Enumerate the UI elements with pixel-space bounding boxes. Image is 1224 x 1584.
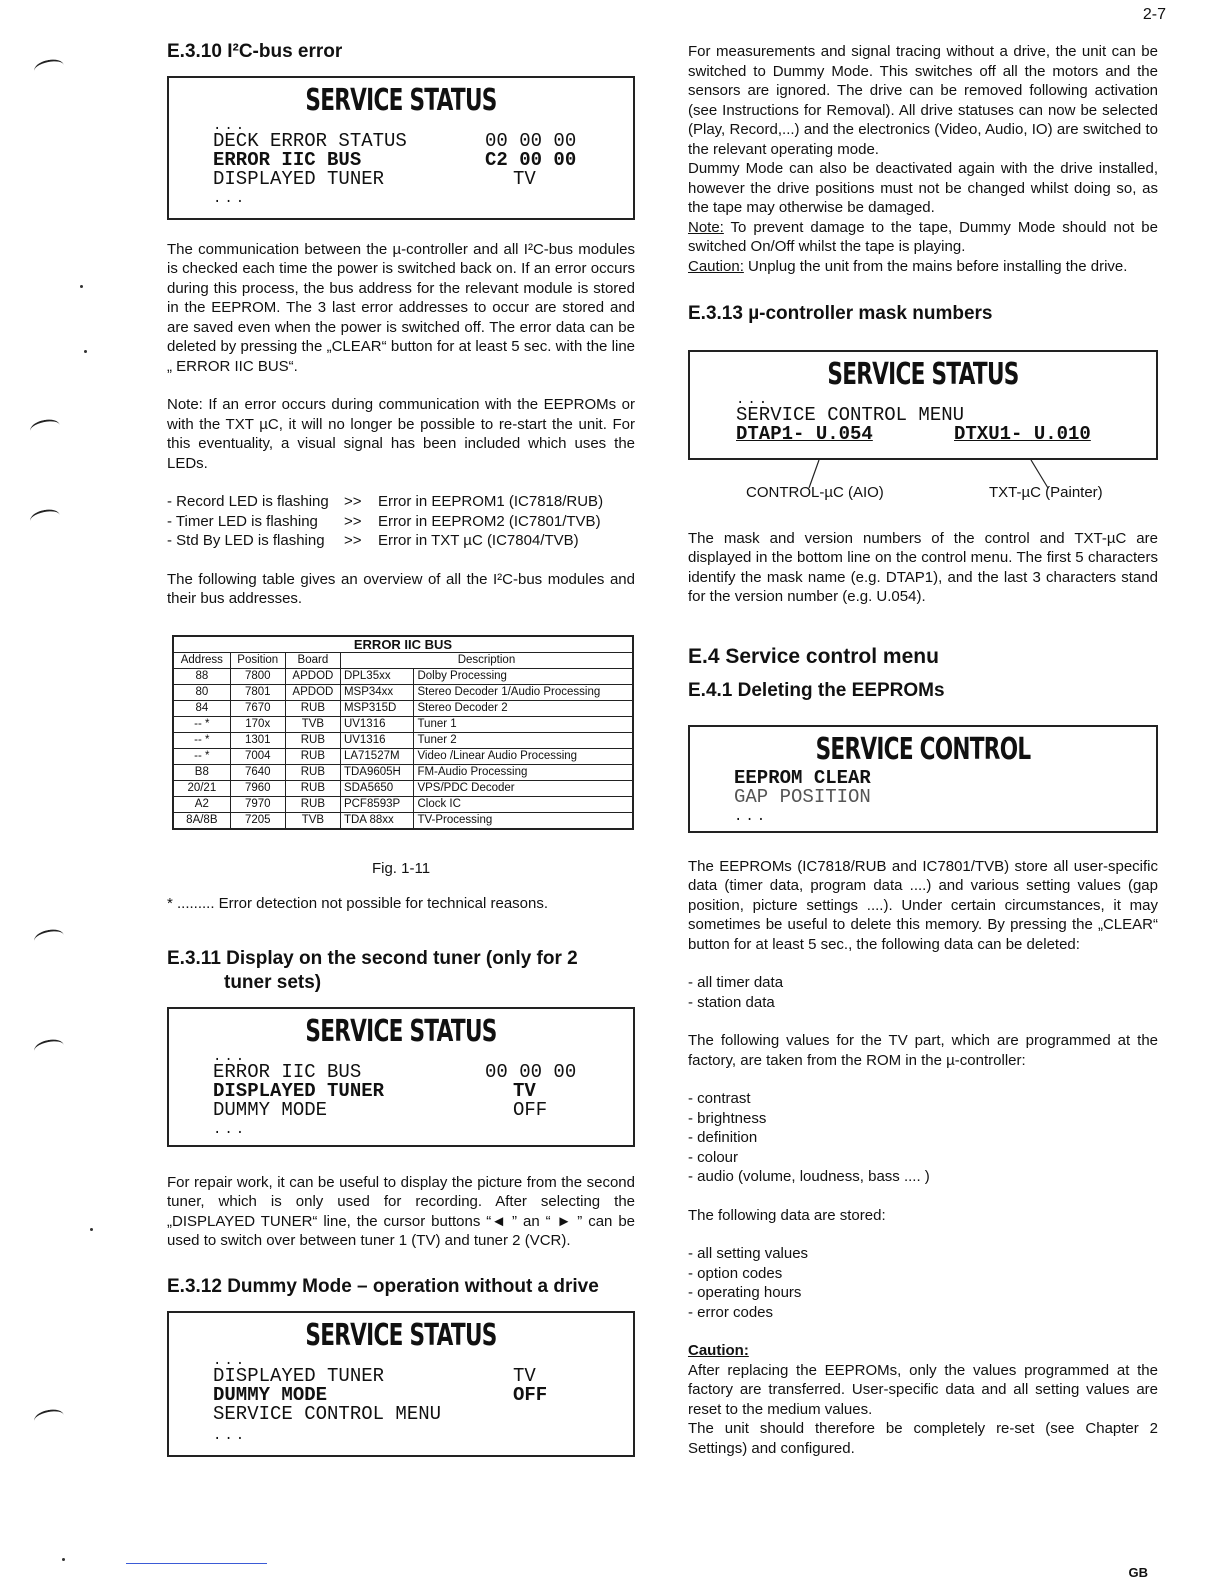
table-row (173, 764, 633, 780)
table-cell: -- * (173, 748, 230, 764)
table-cell: 170x (230, 716, 285, 732)
table-cell: RUB (285, 796, 340, 812)
row-label: DISPLAYED TUNER (213, 1364, 385, 1387)
factory-values-list (688, 1089, 1158, 1187)
table-cell: 80 (173, 684, 230, 700)
table-cell: VPS/PDC Decoder (414, 780, 633, 796)
hole-punch-mark (33, 57, 66, 79)
table-row (173, 732, 633, 748)
row-value: 00 00 00 (485, 1060, 577, 1083)
arrow: >> (344, 532, 362, 550)
hole-punch-mark (33, 1407, 66, 1429)
table-cell: FM-Audio Processing (414, 764, 633, 780)
row-label: DISPLAYED TUNER (213, 1079, 385, 1102)
row-value: TV (513, 167, 536, 190)
screen-row-selected: EEPROM CLEAR (734, 766, 871, 789)
screen-title: SERVICE STATUS (305, 1317, 497, 1353)
left-column (167, 36, 635, 1457)
table-cell: RUB (285, 732, 340, 748)
table-cell: UV1316 (340, 716, 414, 732)
screen-row-selected (213, 1079, 633, 1102)
table-cell: APDOD (285, 684, 340, 700)
row-label: DECK ERROR STATUS (213, 129, 407, 152)
hole-punch-mark (33, 1037, 66, 1059)
error-iic-bus-table (172, 635, 634, 830)
table-cell: 7801 (230, 684, 285, 700)
heading-line: tuner sets) (224, 972, 322, 993)
note-text: To prevent damage to the tape, Dummy Mode should not be switched On/Off whilst the tape is playing. (688, 218, 1158, 255)
table-cell: Video /Linear Audio Processing (414, 748, 633, 764)
table-cell: RUB (285, 748, 340, 764)
service-status-screen-e311 (167, 1007, 635, 1147)
screen-ellipsis: ... (213, 1427, 248, 1444)
table-cell: TDA 88xx (340, 812, 414, 829)
table-body (173, 668, 633, 829)
row-value: TV (513, 1079, 536, 1102)
screen-row-selected (213, 1383, 633, 1406)
table-cell: Tuner 2 (414, 732, 633, 748)
right-column (688, 42, 1158, 1458)
led-error: Error in EEPROM2 (IC7801/TVB) (378, 512, 601, 530)
hole-punch-mark (33, 927, 66, 949)
language-code: GB (1128, 1565, 1148, 1580)
column-header: Board (285, 652, 340, 668)
table-cell: RUB (285, 764, 340, 780)
note-label: Note: (688, 218, 724, 236)
footnote: * ......... Error detection not possible for technical reasons. (167, 894, 549, 912)
led-row (167, 512, 635, 532)
service-control-screen (688, 725, 1158, 833)
service-status-screen-e313 (688, 350, 1158, 460)
screen-row: GAP POSITION (734, 785, 871, 808)
row-value: OFF (513, 1383, 548, 1406)
table-cell: 7640 (230, 764, 285, 780)
table-cell: TVB (285, 812, 340, 829)
table-cell: 7004 (230, 748, 285, 764)
mask-labels (688, 484, 1158, 501)
list-item: - operating hours (688, 1284, 802, 1301)
row-value: TV (513, 1364, 536, 1387)
service-status-screen-e312 (167, 1311, 635, 1457)
section-heading-e310: E.3.10 I²C-bus error (167, 41, 343, 62)
table-row (173, 700, 633, 716)
table-cell: 88 (173, 668, 230, 684)
table-cell: MSP34xx (340, 684, 414, 700)
label-control-uc: CONTROL-µC (AIO) (746, 483, 884, 501)
table-cell: APDOD (285, 668, 340, 684)
screen-title: SERVICE STATUS (305, 1013, 497, 1049)
led-name: - Std By LED is flashing (167, 532, 325, 550)
led-error: Error in EEPROM1 (IC7818/RUB) (378, 493, 604, 511)
mask-control: DTAP1- U.054 (736, 422, 873, 445)
scan-speck (62, 1558, 65, 1561)
list-item: - all setting values (688, 1245, 809, 1262)
table-cell: Tuner 1 (414, 716, 633, 732)
table-cell: PCF8593P (340, 796, 414, 812)
table-row (173, 684, 633, 700)
table-cell: Dolby Processing (414, 668, 633, 684)
led-name: - Timer LED is flashing (167, 512, 318, 530)
table-cell: TV-Processing (414, 812, 633, 829)
row-label: SERVICE CONTROL MENU (213, 1402, 442, 1425)
screen-row (213, 1060, 633, 1083)
table-cell: LA71527M (340, 748, 414, 764)
led-row (167, 492, 635, 512)
table-cell: 1301 (230, 732, 285, 748)
label-txt-uc: TXT-µC (Painter) (989, 483, 1103, 501)
list-item: - contrast (688, 1090, 751, 1107)
screen-ellipsis: ... (213, 1121, 248, 1138)
led-name: - Record LED is flashing (167, 493, 329, 511)
list-item: - all timer data (688, 974, 784, 991)
table-cell: -- * (173, 716, 230, 732)
table-row (173, 748, 633, 764)
scan-speck (90, 1228, 93, 1231)
column-header: Address (173, 652, 230, 668)
list-item: - colour (688, 1148, 739, 1166)
arrow: >> (344, 493, 362, 511)
list-item: - error codes (688, 1303, 774, 1321)
table-cell: A2 (173, 796, 230, 812)
row-label: DUMMY MODE (213, 1383, 328, 1406)
table-row (173, 812, 633, 829)
footer-rule (126, 1563, 267, 1564)
table-cell: 7800 (230, 668, 285, 684)
table-cell: Stereo Decoder 1/Audio Processing (414, 684, 633, 700)
section-heading-e312: E.3.12 Dummy Mode – operation without a drive (167, 1275, 599, 1297)
section-heading-e41: E.4.1 Deleting the EEPROMs (688, 679, 945, 701)
section-heading-e311 (167, 947, 635, 995)
table-cell: UV1316 (340, 732, 414, 748)
list-item: - option codes (688, 1264, 783, 1282)
screen-ellipsis: ... (213, 1352, 248, 1369)
table-cell: 7670 (230, 700, 285, 716)
led-error-list (167, 492, 635, 551)
screen-title: SERVICE CONTROL (815, 731, 1031, 767)
row-value: 00 00 00 (485, 129, 577, 152)
paragraph: After replacing the EEPROMs, only the values programmed at the factory are transferred. User-specific data and all setting values are reset to the medium values. (688, 1361, 1158, 1418)
row-label: DUMMY MODE (213, 1098, 328, 1121)
scan-speck (84, 350, 87, 353)
screen-ellipsis: ... (734, 808, 769, 825)
arrow: >> (344, 512, 362, 530)
table-cell: Stereo Decoder 2 (414, 700, 633, 716)
service-status-screen-e310 (167, 76, 635, 220)
paragraph: The mask and version numbers of the control and TXT-µC are displayed in the bottom line on the control menu. The first 5 characters identify the mask name (e.g. DTAP1), and the last 3 characters stand for the version number (e.g. U.054). (688, 529, 1158, 606)
table-cell: MSP315D (340, 700, 414, 716)
table-cell: TVB (285, 716, 340, 732)
paragraph: The following values for the TV part, which are programmed at the factory, are taken from the ROM in the µ-controller: (688, 1032, 1158, 1069)
list-item: - audio (volume, loudness, bass .... ) (688, 1168, 930, 1185)
paragraph: For repair work, it can be useful to display the picture from the second tuner, which is only used for recording. After selecting the „DISPLAYED TUNER“ line, the cursor buttons “◄ ” an “ ► ” can be used to switch over between tuner 1 (TV) and tuner 2 (VCR). (167, 1173, 635, 1250)
mask-number-row (736, 422, 1156, 445)
section-heading-e4: E.4 Service control menu (688, 644, 939, 668)
paragraph: For measurements and signal tracing without a drive, the unit can be switched to Dummy Mode. This switches off all the motors and the sensors are ignored. The drive can be removed following activation (see Instructions for Removal). All drive statuses can now be selected (Play, Record,...) and the electronics (Video, Audio, IO) are switched to the relevant operating mode. (688, 43, 1158, 158)
table-cell: 8A/8B (173, 812, 230, 829)
delete-list (688, 973, 1158, 1012)
row-value: OFF (513, 1098, 548, 1121)
paragraph: The following table gives an overview of all the I²C-bus modules and their bus addresses. (167, 570, 635, 608)
hole-punch-mark (29, 507, 62, 529)
table-cell: RUB (285, 780, 340, 796)
screen-row: SERVICE CONTROL MENU (736, 403, 965, 426)
table-row (173, 780, 633, 796)
section-heading-e313: E.3.13 µ-controller mask numbers (688, 303, 993, 324)
table-cell: 7970 (230, 796, 285, 812)
screen-row (213, 1364, 633, 1387)
table-cell: 7960 (230, 780, 285, 796)
note (688, 218, 1158, 257)
table-cell: 84 (173, 700, 230, 716)
screen-row-selected (213, 148, 633, 171)
table-row (173, 796, 633, 812)
figure-caption: Fig. 1-11 (371, 859, 431, 877)
row-value: C2 00 00 (485, 148, 577, 171)
table-cell: B8 (173, 764, 230, 780)
paragraph: The EEPROMs (IC7818/RUB and IC7801/TVB) store all user-specific data (timer data, program data ....) and various setting values (gap position, picture settings ....). Under certain circumstances, it may sometimes be useful to delete this memory. By pressing the „CLEAR“ button for at least 5 sec., the following data can be deleted: (688, 857, 1158, 953)
paragraph: Note: If an error occurs during communication with the EEPROMs or with the TXT µC, it will no longer be possible to re-start the unit. For this eventuality, a visual signal has been included which uses the LEDs. (167, 396, 635, 472)
screen-ellipsis: ... (213, 117, 248, 134)
paragraph: The unit should therefore be completely re-set (see Chapter 2 Settings) and configured. (688, 1420, 1158, 1457)
caution-label: Caution: (688, 257, 744, 275)
column-header: Description (340, 652, 633, 668)
table-cell: RUB (285, 700, 340, 716)
column-header: Position (230, 652, 285, 668)
paragraph: The following data are stored: (688, 1206, 886, 1224)
page-number: 2-7 (1142, 6, 1166, 23)
table-row (173, 668, 633, 684)
caution-heading: Caution: (688, 1342, 749, 1359)
screen-title: SERVICE STATUS (827, 356, 1019, 392)
table-cell: TDA9605H (340, 764, 414, 780)
hole-punch-mark (29, 417, 62, 439)
screen-ellipsis: ... (213, 190, 248, 207)
heading-line: E.3.11 Display on the second tuner (only for 2 (167, 948, 578, 970)
paragraph: Dummy Mode can also be deactivated again with the drive installed, however the drive positions must not be changed whilst doing so, as the tape may otherwise be damaged. (688, 160, 1158, 216)
scan-speck (80, 285, 83, 288)
list-item: - station data (688, 993, 775, 1011)
screen-row (213, 167, 633, 190)
row-label: DISPLAYED TUNER (213, 167, 385, 190)
list-item: - brightness (688, 1109, 767, 1127)
led-error: Error in TXT µC (IC7804/TVB) (378, 532, 579, 550)
table-cell: 7205 (230, 812, 285, 829)
screen-ellipsis: ... (213, 1048, 248, 1065)
screen-row (213, 129, 633, 152)
caution (688, 257, 1158, 277)
table-cell: SDA5650 (340, 780, 414, 796)
table-title: ERROR IIC BUS (173, 636, 633, 653)
screen-row (213, 1402, 633, 1425)
row-label: ERROR IIC BUS (213, 148, 362, 171)
table-cell: Clock IC (414, 796, 633, 812)
screen-ellipsis: ... (736, 391, 771, 408)
row-label: ERROR IIC BUS (213, 1060, 362, 1083)
screen-row (213, 1098, 633, 1121)
table-cell: DPL35xx (340, 668, 414, 684)
caution-text: Unplug the unit from the mains before installing the drive. (743, 257, 1128, 275)
table-row (173, 716, 633, 732)
table-cell: -- * (173, 732, 230, 748)
list-item: - definition (688, 1129, 758, 1146)
table-cell: 20/21 (173, 780, 230, 796)
screen-title: SERVICE STATUS (305, 82, 497, 118)
led-row (167, 531, 635, 551)
stored-data-list (688, 1244, 1158, 1322)
mask-txt: DTXU1- U.010 (954, 422, 1091, 445)
paragraph: The communication between the µ-controller and all I²C-bus modules is checked each time the power is switched back on. If an error occurs during this process, the bus address for the relevant module is stored in the EEPROM. The 3 last error addresses to occur are stored and are saved even when the power is switched off. The error data can be deleted by pressing the „CLEAR“ button for at least 5 sec. with the line „ ERROR IIC BUS“. (167, 240, 635, 375)
